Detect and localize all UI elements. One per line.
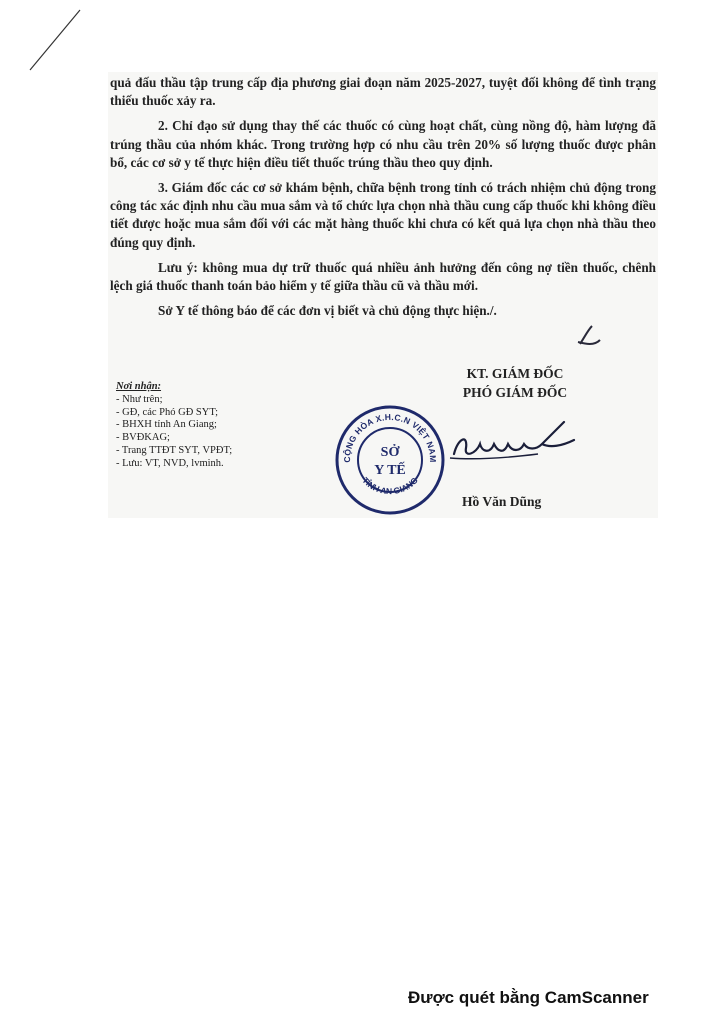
signature-title-line1: KT. GIÁM ĐỐC — [466, 366, 564, 381]
paragraph-continuation: quả đấu thầu tập trung cấp địa phương giai đoạn năm 2025-2027, tuyệt đối không để tình trạng thiếu thuốc xảy ra. — [110, 75, 656, 109]
recipient-item: - Lưu: VT, NVD, lvminh. — [116, 457, 224, 469]
signer-name: Hồ Văn Dũng — [462, 494, 542, 509]
signature-title — [430, 364, 600, 402]
scanner-watermark: Được quét bằng CamScanner — [408, 988, 649, 1007]
recipient-item: - GĐ, các Phó GĐ SYT; — [116, 406, 219, 418]
svg-text:Y TẾ: Y TẾ — [374, 463, 406, 478]
document-body — [110, 74, 656, 327]
svg-text:SỞ: SỞ — [380, 445, 400, 460]
recipient-item: - Trang TTĐT SYT, VPĐT; — [116, 444, 233, 456]
recipients-title: Nơi nhận: — [116, 381, 162, 392]
paragraph-item-2: 2. Chỉ đạo sử dụng thay thế các thuốc có cùng hoạt chất, cùng nồng độ, hàm lượng đã trúng thầu của nhóm khác. Trong trường hợp có nhu cầu trên 20% số lượng thuốc được phân bổ, các cơ sở y tế thực hiện điều tiết thuốc trúng thầu theo quy định. — [110, 118, 656, 170]
recipients-list — [116, 394, 316, 471]
paragraph-item-3: 3. Giám đốc các cơ sở khám bệnh, chữa bệnh trong tỉnh có trách nhiệm chủ động trong công tác xác định nhu cầu mua sắm và tổ chức lựa chọn nhà thầu cung cấp thuốc khi không điều tiết được hoặc mua sắm đối với các mặt hàng thuốc khi chưa có kết quả lựa chọn nhà thầu theo đúng quy định. — [110, 180, 656, 250]
initial-mark-icon — [574, 322, 602, 352]
svg-text:TỈNH AN GIANG: TỈNH AN GIANG — [360, 475, 420, 497]
recipients-block — [116, 381, 316, 471]
paragraph-closing: Sở Y tế thông báo để các đơn vị biết và chủ động thực hiện./. — [158, 303, 497, 319]
paragraph-note: Lưu ý: không mua dự trữ thuốc quá nhiều ảnh hưởng đến công nợ tiền thuốc, chênh lệch giá thuốc thanh toán bảo hiểm y tế giữa thầu cũ và thầu mới. — [110, 259, 656, 294]
recipient-item: - BHXH tỉnh An Giang; — [116, 419, 217, 431]
svg-text:CỘNG HÒA X.H.C.N VIỆT NAM: CỘNG HÒA X.H.C.N VIỆT NAM — [341, 411, 439, 463]
signature-title-line2: PHÓ GIÁM ĐỐC — [462, 385, 568, 400]
recipient-item: - Như trên; — [116, 393, 163, 405]
handwritten-signature-icon — [446, 414, 586, 474]
recipient-item: - BVĐKAG; — [116, 432, 170, 444]
official-seal-icon — [334, 404, 446, 516]
